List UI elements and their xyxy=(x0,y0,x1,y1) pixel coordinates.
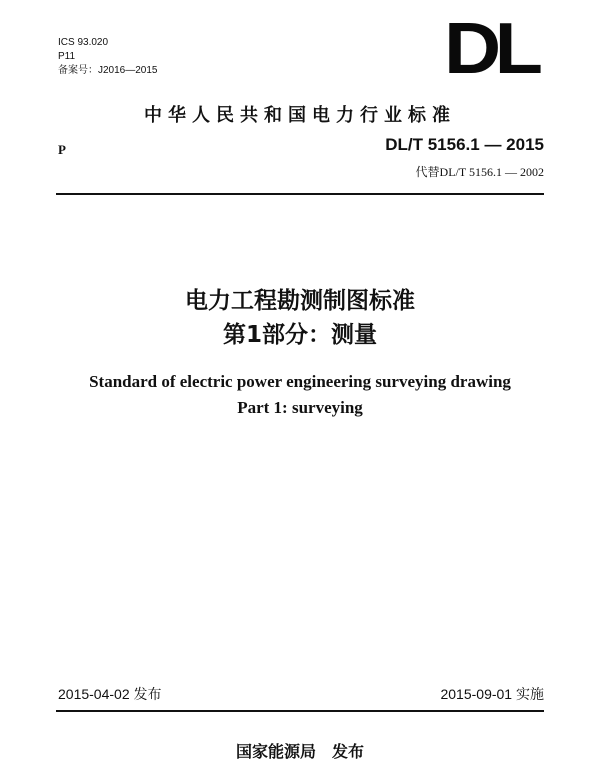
title-en-line2: Part 1: surveying xyxy=(237,398,363,417)
dl-logo: DL xyxy=(444,9,537,89)
standard-number: DL/T 5156.1 — 2015 xyxy=(385,135,544,154)
implement-date: 2015-09-01 实施 xyxy=(440,686,544,702)
publisher: 国家能源局 发布 xyxy=(235,742,364,761)
title-cn-line1: 电力工程勘测制图标准 xyxy=(185,288,415,314)
title-cn-line2: 第1部分：测量 xyxy=(222,322,377,348)
ics-code: ICS 93.020 xyxy=(58,37,109,48)
issue-date: 2015-04-02 发布 xyxy=(58,686,162,702)
header-divider xyxy=(56,193,544,195)
filing-number: 备案号：J2016—2015 xyxy=(58,65,158,76)
classification-code: P11 xyxy=(58,51,76,62)
replaces-standard: 代替DL/T 5156.1 — 2002 xyxy=(415,165,544,179)
title-en-line1: Standard of electric power engineering surveying drawing xyxy=(89,372,511,391)
footer-divider xyxy=(56,710,544,712)
industry-standard-heading: 中华人民共和国电力行业标准 xyxy=(144,105,456,126)
category-letter: P xyxy=(58,142,66,157)
